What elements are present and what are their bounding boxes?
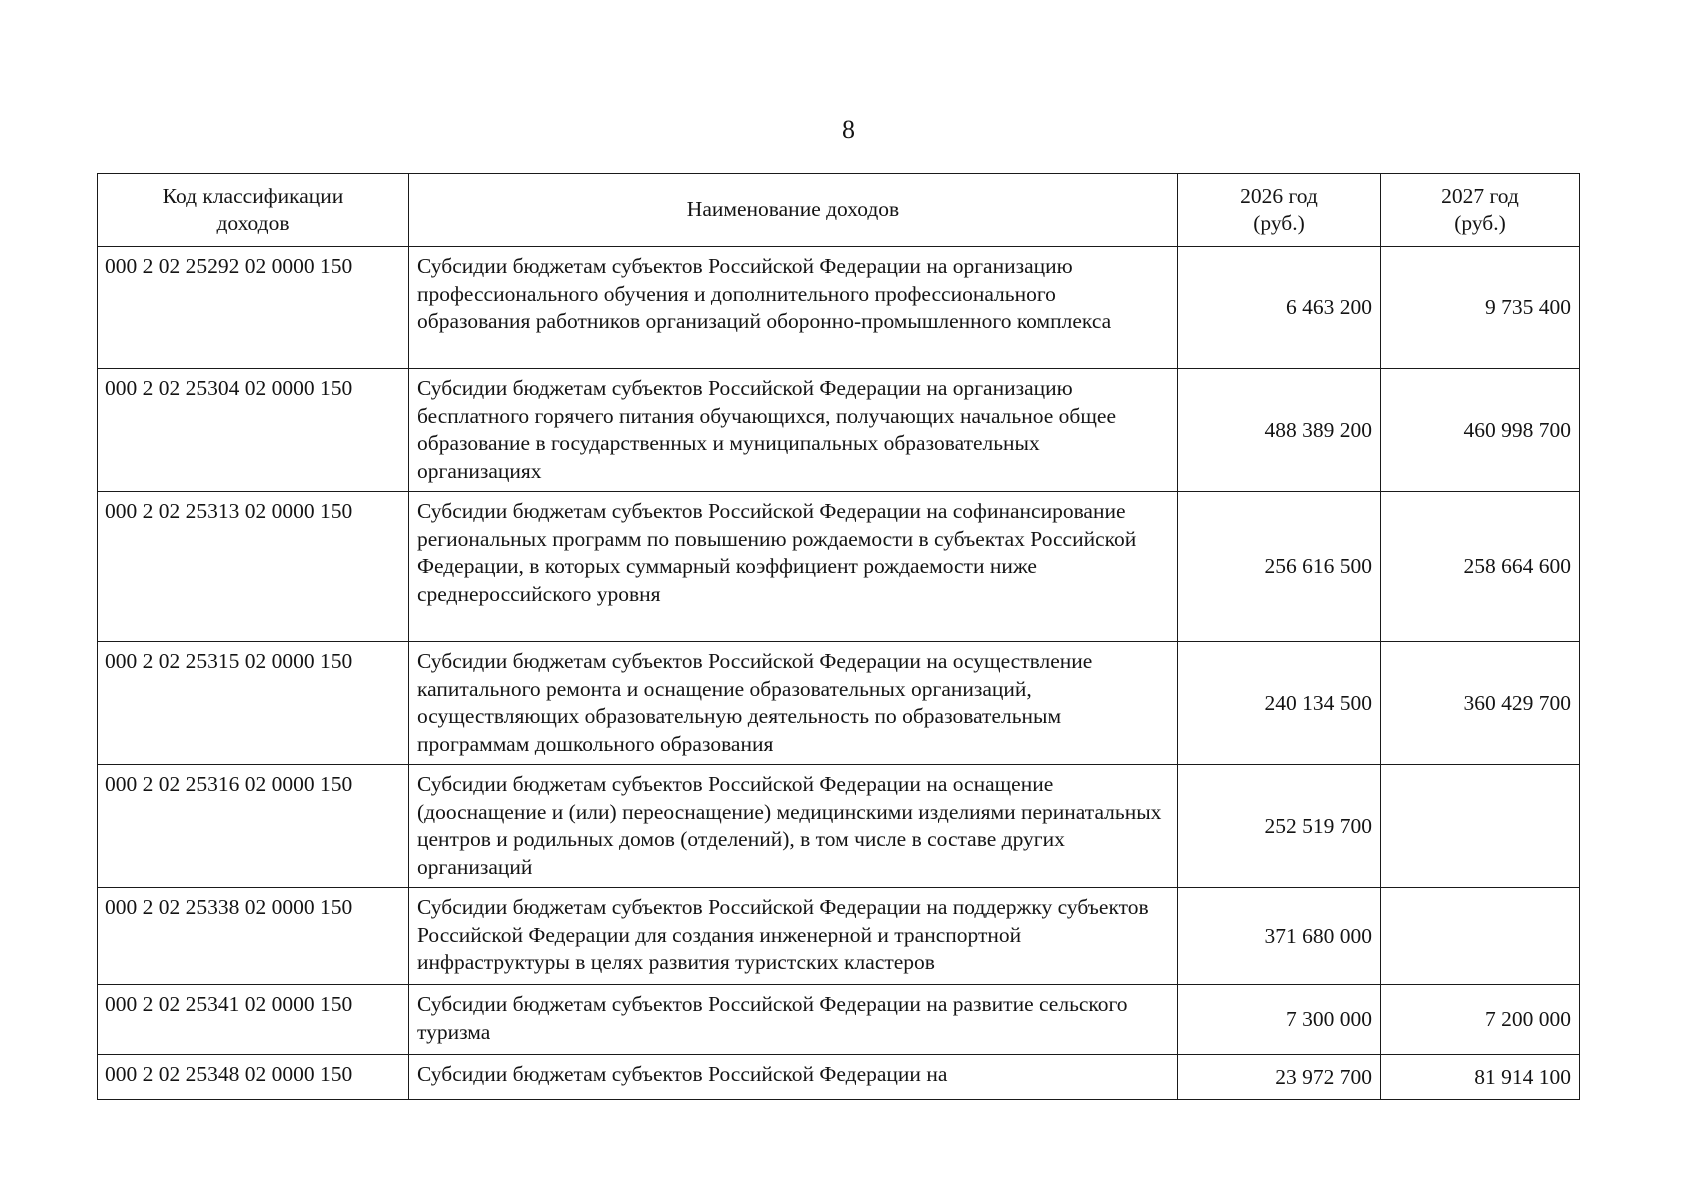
page-number: 8 <box>842 115 855 144</box>
row-2027: 460 998 700 <box>1381 369 1580 492</box>
row-2027: 258 664 600 <box>1381 492 1580 642</box>
table-row <box>98 985 1580 1055</box>
row-name: Субсидии бюджетам субъектов Российской Федерации на организацию бесплатного горячего питания обучающихся, получающих начальное общее образование в государственных и муниципальных образовательных организациях <box>409 369 1178 492</box>
row-2027: 7 200 000 <box>1381 985 1580 1055</box>
row-2027: 9 735 400 <box>1381 247 1580 369</box>
table-header-row <box>98 174 1580 247</box>
row-2026: 240 134 500 <box>1178 642 1381 765</box>
row-name: Субсидии бюджетам субъектов Российской Федерации на <box>409 1055 1178 1100</box>
row-code: 000 2 02 25348 02 0000 150 <box>98 1055 409 1100</box>
row-code: 000 2 02 25292 02 0000 150 <box>98 247 409 369</box>
row-name: Субсидии бюджетам субъектов Российской Федерации на поддержку субъектов Российской Федерации для создания инженерной и транспортной инфраструктуры в целях развития туристских кластеров <box>409 888 1178 985</box>
row-2026: 6 463 200 <box>1178 247 1381 369</box>
row-2026: 371 680 000 <box>1178 888 1381 985</box>
row-code: 000 2 02 25338 02 0000 150 <box>98 888 409 985</box>
header-2026: 2026 год (руб.) <box>1178 174 1381 247</box>
table-row <box>98 247 1580 369</box>
table-row <box>98 888 1580 985</box>
row-2026: 23 972 700 <box>1178 1055 1381 1100</box>
row-2027 <box>1381 888 1580 985</box>
table-row <box>98 642 1580 765</box>
row-code: 000 2 02 25341 02 0000 150 <box>98 985 409 1055</box>
row-2026: 252 519 700 <box>1178 765 1381 888</box>
row-code: 000 2 02 25313 02 0000 150 <box>98 492 409 642</box>
row-code: 000 2 02 25304 02 0000 150 <box>98 369 409 492</box>
table-row <box>98 1055 1580 1100</box>
row-code: 000 2 02 25316 02 0000 150 <box>98 765 409 888</box>
row-name: Субсидии бюджетам субъектов Российской Федерации на оснащение (дооснащение и (или) переоснащение) медицинскими изделиями перинатальных центров и родильных домов (отделений), в том числе в составе других организаций <box>409 765 1178 888</box>
row-2026: 488 389 200 <box>1178 369 1381 492</box>
header-code: Код классификации доходов <box>98 174 409 247</box>
row-name: Субсидии бюджетам субъектов Российской Федерации на осуществление капитального ремонта и оснащение образовательных организаций, осуществляющих образовательную деятельность по образовательным программам дошкольного образования <box>409 642 1178 765</box>
row-name: Субсидии бюджетам субъектов Российской Федерации на организацию профессионального обучения и дополнительного профессионального образования работников организаций оборонно-промышленного комплекса <box>409 247 1178 369</box>
row-code: 000 2 02 25315 02 0000 150 <box>98 642 409 765</box>
row-2027: 81 914 100 <box>1381 1055 1580 1100</box>
table-row <box>98 369 1580 492</box>
header-2027: 2027 год (руб.) <box>1381 174 1580 247</box>
revenue-table <box>97 173 1580 1100</box>
header-name: Наименование доходов <box>409 174 1178 247</box>
table-row <box>98 765 1580 888</box>
table-row <box>98 492 1580 642</box>
row-2027: 360 429 700 <box>1381 642 1580 765</box>
row-2027 <box>1381 765 1580 888</box>
row-name: Субсидии бюджетам субъектов Российской Федерации на софинансирование региональных программ по повышению рождаемости в субъектах Российской Федерации, в которых суммарный коэффициент рождаемости ниже среднероссийского уровня <box>409 492 1178 642</box>
row-name: Субсидии бюджетам субъектов Российской Федерации на развитие сельского туризма <box>409 985 1178 1055</box>
row-2026: 256 616 500 <box>1178 492 1381 642</box>
row-2026: 7 300 000 <box>1178 985 1381 1055</box>
